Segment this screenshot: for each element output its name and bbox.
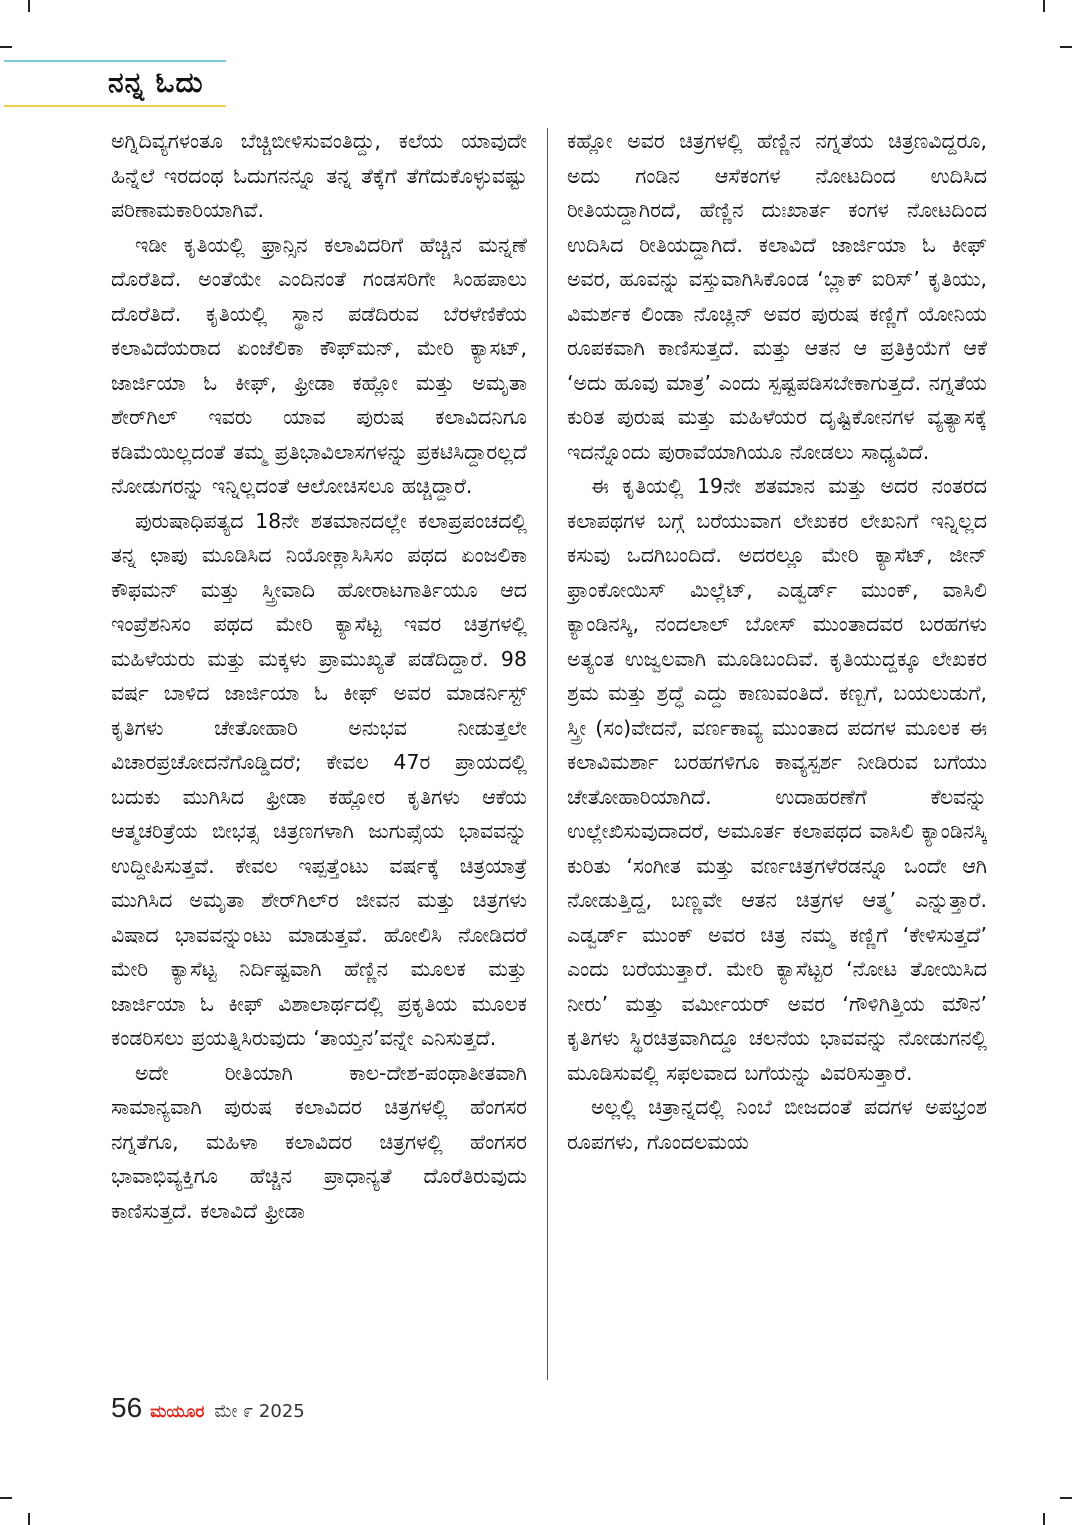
magazine-logo: ಮಯೂರ [150,1402,205,1422]
article-paragraph: ಈ ಕೃತಿಯಲ್ಲಿ 19ನೇ ಶತಮಾನ ಮತ್ತು ಅದರ ನಂತರದ ಕಲಾಪಥಗಳ ಬಗ್ಗೆ ಬರೆಯುವಾಗ ಲೇಖಕರ ಲೇಖನಿಗೆ ಇನ್ನಿಲ್ಲದ ಕಸುವು ಒದಗಿಬಂದಿದೆ. ಅದರಲ್ಲೂ ಮೇರಿ ಕ್ಯಾಸೆಟ್, ಜೀನ್ ಫ್ರಾಂಕೋಯಿಸ್ ಮಿಲ್ಲೆಟ್, ಎಡ್ವರ್ಡ್ ಮುಂಕ್, ವಾಸಿಲಿ ಕ್ಯಾಂಡಿನಸ್ಕಿ, ನಂದಲಾಲ್ ಬೋಸ್ ಮುಂತಾದವರ ಬರಹಗಳು ಅತ್ಯಂತ ಉಜ್ವಲವಾಗಿ ಮೂಡಿಬಂದಿವೆ. ಕೃತಿಯುದ್ದಕ್ಕೂ ಲೇಖಕರ ಶ್ರಮ ಮತ್ತು ಶ್ರದ್ಧೆ ಎದ್ದು ಕಾಣುವಂತಿದೆ. ಕಣ್ಬಗೆ, ಬಯಲುಡುಗೆ, ಸ್ತ್ರೀ (ಸಂ)ವೇದನೆ, ವರ್ಣಕಾವ್ಯ ಮುಂತಾದ ಪದಗಳ ಮೂಲಕ ಈ ಕಲಾವಿಮರ್ಶಾ ಬರಹಗಳಿಗೂ ಕಾವ್ಯಸ್ಪರ್ಶ ನೀಡಿರುವ ಬಗೆಯು ಚೇತೋಹಾರಿಯಾಗಿದೆ. ಉದಾಹರಣೆಗೆ ಕೆಲವನ್ನು ಉಲ್ಲೇಖಿಸುವುದಾದರೆ, ಅಮೂರ್ತ ಕಲಾಪಥದ ವಾಸಿಲಿ ಕ್ಯಾಂಡಿನಸ್ಕಿ ಕುರಿತು ‘ಸಂಗೀತ ಮತ್ತು ವರ್ಣಚಿತ್ರಗಳೆರಡನ್ನೂ ಒಂದೇ ಆಗಿ ನೋಡುತ್ತಿದ್ದ, ಬಣ್ಣವೇ ಆತನ ಚಿತ್ರಗಳ ಆತ್ಮ’ ಎನ್ನುತ್ತಾರೆ. ಎಡ್ವರ್ಡ್ ಮುಂಕ್ ಅವರ ಚಿತ್ರ ನಮ್ಮ ಕಣ್ಣಿಗೆ ‘ಕೇಳಿಸುತ್ತದೆ’ ಎಂದು ಬರೆಯುತ್ತಾರೆ. ಮೇರಿ ಕ್ಯಾಸೆಟ್ಟರ ‘ನೋಟ ತೋಯಿಸಿದ ನೀರು’ ಮತ್ತು ವರ್ಮೀಯರ್ ಅವರ ‘ಗೌಳಿಗಿತ್ತಿಯ ಮೌನ’ ಕೃತಿಗಳು ಸ್ಥಿರಚಿತ್ರವಾಗಿದ್ದೂ ಚಲನೆಯ ಭಾವವನ್ನು ನೋಡುಗನಲ್ಲಿ ಮೂಡಿಸುವಲ್ಲಿ ಸಫಲವಾದ ಬಗೆಯನ್ನು ವಿವರಿಸುತ್ತಾರೆ. [567,474,987,1085]
crop-mark-left-lower [0,1497,12,1499]
article-paragraph: ಪುರುಷಾಧಿಪತ್ಯದ 18ನೇ ಶತಮಾನದಲ್ಲೇ ಕಲಾಪ್ರಪಂಚದಲ್ಲಿ ತನ್ನ ಛಾಪು ಮೂಡಿಸಿದ ನಿಯೋಕ್ಲಾಸಿಸಿಸಂ ಪಥದ ಏಂಜಲಿಕಾ ಕೌಫಮನ್ ಮತ್ತು ಸ್ತ್ರೀವಾದಿ ಹೋರಾಟಗಾರ್ತಿಯೂ ಆದ ಇಂಪ್ರೆಶನಿಸಂ ಪಥದ ಮೇರಿ ಕ್ಯಾಸೆಟ್ಟ ಇವರ ಚಿತ್ರಗಳಲ್ಲಿ ಮಹಿಳೆಯರು ಮತ್ತು ಮಕ್ಕಳು ಪ್ರಾಮುಖ್ಯತೆ ಪಡೆದಿದ್ದಾರೆ. 98 ವರ್ಷ ಬಾಳಿದ ಜಾರ್ಜಿಯಾ ಓ ಕೀಫ್ ಅವರ ಮಾಡರ್ನಿಸ್ಟ್ ಕೃತಿಗಳು ಚೇತೋಹಾರಿ ಅನುಭವ ನೀಡುತ್ತಲೇ ವಿಚಾರಪ್ರಚೋದನೆಗೊಡ್ಡಿದರೆ; ಕೇವಲ 47ರ ಪ್ರಾಯದಲ್ಲಿ ಬದುಕು ಮುಗಿಸಿದ ಫ್ರೀಡಾ ಕಹ್ಲೋರ ಕೃತಿಗಳು ಆಕೆಯ ಆತ್ಮಚರಿತ್ರೆಯ ಬೀಭತ್ಸ ಚಿತ್ರಣಗಳಾಗಿ ಜುಗುಪ್ಸೆಯ ಭಾವವನ್ನು ಉದ್ದೀಪಿಸುತ್ತವೆ. ಕೇವಲ ಇಪ್ಪತ್ತೆಂಟು ವರ್ಷಕ್ಕೆ ಚಿತ್ರಯಾತ್ರೆ ಮುಗಿಸಿದ ಅಮೃತಾ ಶೇರ್‌ಗಿಲ್‌ರ ಜೀವನ ಮತ್ತು ಚಿತ್ರಗಳು ವಿಷಾದ ಭಾವವನ್ನುಂಟು ಮಾಡುತ್ತವೆ. ಹೋಲಿಸಿ ನೋಡಿದರೆ ಮೇರಿ ಕ್ಯಾಸೆಟ್ಟ ನಿರ್ದಿಷ್ಟವಾಗಿ ಹೆಣ್ಣಿನ ಮೂಲಕ ಮತ್ತು ಜಾರ್ಜಿಯಾ ಓ ಕೀಫ್ ವಿಶಾಲಾರ್ಥದಲ್ಲಿ ಪ್ರಕೃತಿಯ ಮೂಲಕ ಕಂಡರಿಸಲು ಪ್ರಯತ್ನಿಸಿರುವುದು ‘ತಾಯ್ತನ’ವನ್ನೇ ಎನಿಸುತ್ತದೆ. [111,508,527,1050]
article-column-left [111,124,527,1382]
article-paragraph: ಅಗ್ನಿದಿವ್ಯಗಳಂತೂ ಬೆಚ್ಚಿಬೀಳಿಸುವಂತಿದ್ದು, ಕಲೆಯ ಯಾವುದೇ ಹಿನ್ನೆಲೆ ಇರದಂಥ ಓದುಗನನ್ನೂ ತನ್ನ ತೆಕ್ಕೆಗೆ ತೆಗೆದುಕೊಳ್ಳುವಷ್ಟು ಪರಿಣಾಮಕಾರಿಯಾಗಿವೆ. [111,129,527,222]
crop-mark-left-upper [0,46,12,48]
header-rule-top [4,60,226,62]
header-rule-bottom [4,105,226,107]
page-number: 56 [111,1392,143,1423]
crop-mark-bottom-right [1043,1513,1045,1525]
column-divider [547,128,548,1380]
article-paragraph: ಕಹ್ಲೋ ಅವರ ಚಿತ್ರಗಳಲ್ಲಿ ಹೆಣ್ಣಿನ ನಗ್ನತೆಯ ಚಿತ್ರಣವಿದ್ದರೂ, ಅದು ಗಂಡಿನ ಆಸೆಕಂಗಳ ನೋಟದಿಂದ ಉದಿಸಿದ ರೀತಿಯದ್ದಾಗಿರದೆ, ಹೆಣ್ಣಿನ ದುಃಖಾರ್ತ ಕಂಗಳ ನೋಟದಿಂದ ಉದಿಸಿದ ರೀತಿಯದ್ದಾಗಿದೆ. ಕಲಾವಿದೆ ಜಾರ್ಜಿಯಾ ಓ ಕೀಫ್ ಅವರ, ಹೂವನ್ನು ವಸ್ತುವಾಗಿಸಿಕೊಂಡ ‘ಬ್ಲಾಕ್ ಐರಿಸ್’ ಕೃತಿಯು, ವಿಮರ್ಶಕ ಲಿಂಡಾ ನೊಚ್ಲಿನ್ ಅವರ ಪುರುಷ ಕಣ್ಣಿಗೆ ಯೋನಿಯ ರೂಪಕವಾಗಿ ಕಾಣಿಸುತ್ತದೆ. ಮತ್ತು ಆತನ ಆ ಪ್ರತಿಕ್ರಿಯೆಗೆ ಆಕೆ ‘ಅದು ಹೂವು ಮಾತ್ರ’ ಎಂದು ಸ್ಪಷ್ಟಪಡಿಸಬೇಕಾಗುತ್ತದೆ. ನಗ್ನತೆಯ ಕುರಿತ ಪುರುಷ ಮತ್ತು ಮಹಿಳೆಯರ ದೃಷ್ಟಿಕೋನಗಳ ವ್ಯತ್ಯಾಸಕ್ಕೆ ಇದನ್ನೊಂದು ಪುರಾವೆಯಾಗಿಯೂ ನೋಡಲು ಸಾಧ್ಯವಿದೆ. [567,129,987,464]
issue-date: ಮೇ ೯ 2025 [214,1401,305,1422]
crop-mark-right-lower [1060,1497,1072,1499]
section-header [0,58,228,108]
page-footer [111,1392,305,1428]
crop-mark-bottom-left [28,1513,30,1525]
crop-mark-top-right [1043,0,1045,12]
article-paragraph: ಅದೇ ರೀತಿಯಾಗಿ ಕಾಲ-ದೇಶ-ಪಂಥಾತೀತವಾಗಿ ಸಾಮಾನ್ಯವಾಗಿ ಪುರುಷ ಕಲಾವಿದರ ಚಿತ್ರಗಳಲ್ಲಿ ಹೆಂಗಸರ ನಗ್ನತೆಗೂ, ಮಹಿಳಾ ಕಲಾವಿದರ ಚಿತ್ರಗಳಲ್ಲಿ ಹೆಂಗಸರ ಭಾವಾಭಿವ್ಯಕ್ತಿಗೂ ಹೆಚ್ಚಿನ ಪ್ರಾಧಾನ್ಯತೆ ದೊರೆತಿರುವುದು ಕಾಣಿಸುತ್ತದೆ. ಕಲಾವಿದೆ ಫ್ರೀಡಾ [111,1060,527,1223]
crop-mark-top-left [28,0,30,12]
section-title: ನನ್ನ ಓದು [108,66,204,99]
article-paragraph: ಅಲ್ಲಲ್ಲಿ ಚಿತ್ರಾನ್ನದಲ್ಲಿ ನಿಂಬೆ ಬೀಜದಂತೆ ಪದಗಳ ಅಪಭ್ರಂಶ ರೂಪಗಳು, ಗೊಂದಲಮಯ [567,1095,987,1154]
article-paragraph: ಇಡೀ ಕೃತಿಯಲ್ಲಿ ಫ್ರಾನ್ಸಿನ ಕಲಾವಿದರಿಗೆ ಹೆಚ್ಚಿನ ಮನ್ನಣೆ ದೊರೆತಿದೆ. ಅಂತೆಯೇ ಎಂದಿನಂತೆ ಗಂಡಸರಿಗೇ ಸಿಂಹಪಾಲು ದೊರೆತಿದೆ. ಕೃತಿಯಲ್ಲಿ ಸ್ಥಾನ ಪಡೆದಿರುವ ಬೆರಳೆಣಿಕೆಯ ಕಲಾವಿದೆಯರಾದ ಏಂಜೆಲಿಕಾ ಕೌಫ್‌ಮನ್, ಮೇರಿ ಕ್ಯಾಸಟ್, ಜಾರ್ಜಿಯಾ ಓ ಕೀಫ್, ಫ್ರೀಡಾ ಕಹ್ಲೋ ಮತ್ತು ಅಮೃತಾ ಶೇರ್‌ಗಿಲ್ ಇವರು ಯಾವ ಪುರುಷ ಕಲಾವಿದನಿಗೂ ಕಡಿಮೆಯಿಲ್ಲದಂತೆ ತಮ್ಮ ಪ್ರತಿಭಾವಿಲಾಸಗಳನ್ನು ಪ್ರಕಟಿಸಿದ್ದಾರಲ್ಲದೆ ನೋಡುಗರನ್ನು ಇನ್ನಿಲ್ಲದಂತೆ ಆಲೋಚಿಸಲೂ ಹಚ್ಚಿದ್ದಾರೆ. [111,232,527,498]
crop-mark-right-upper [1060,46,1072,48]
article-column-right [567,124,987,1382]
